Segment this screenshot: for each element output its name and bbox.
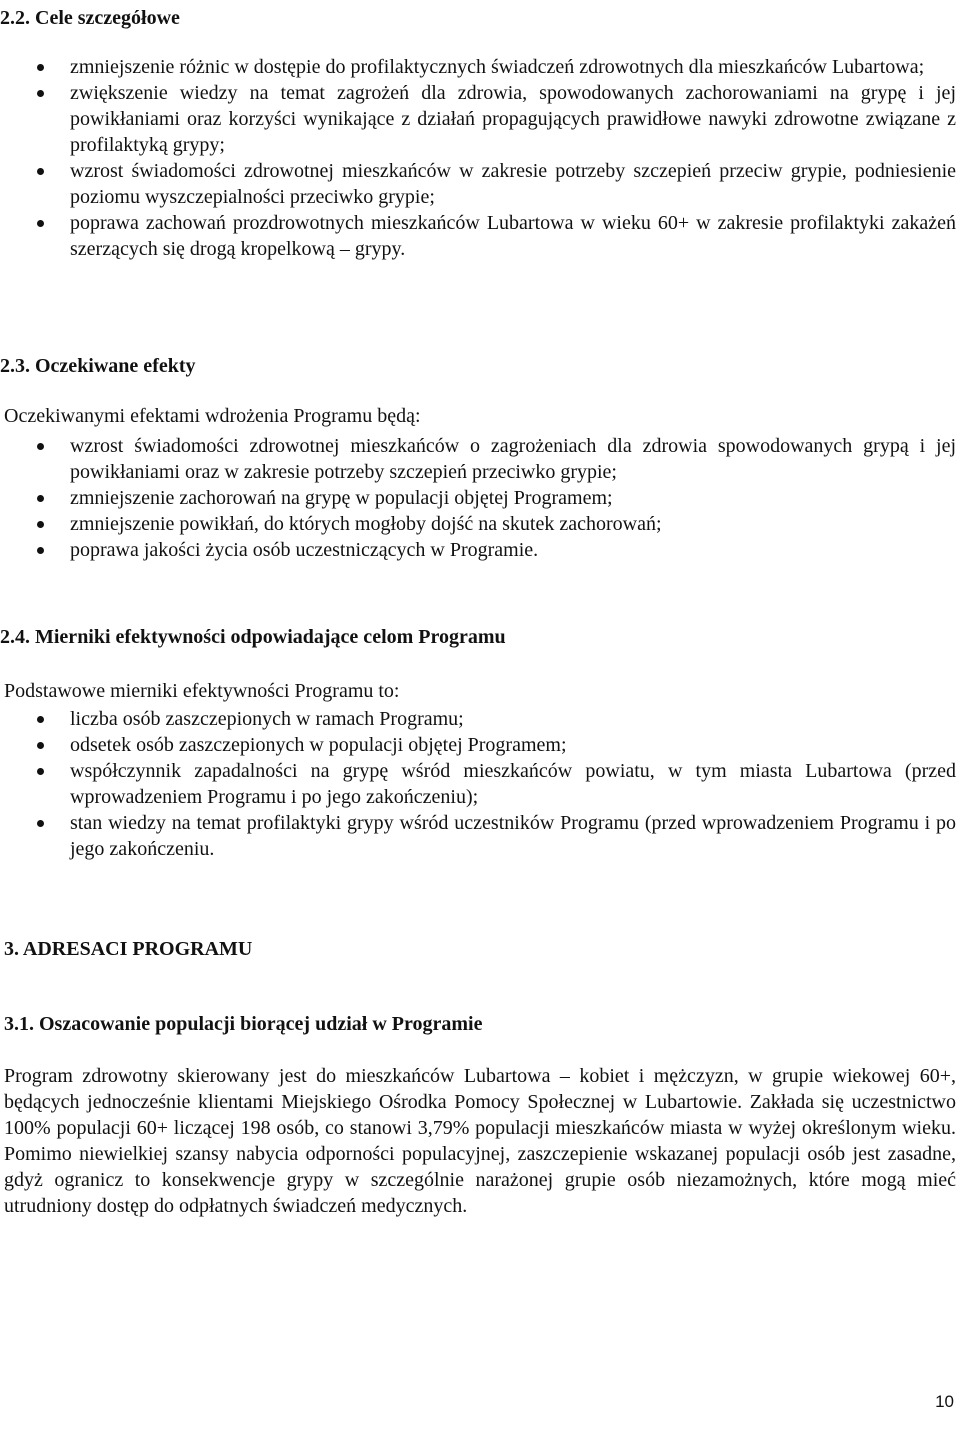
list-item: zmniejszenie powikłań, do których mogłoby dojść na skutek zachorowań; bbox=[0, 511, 960, 537]
bullet-icon bbox=[37, 742, 44, 749]
bullet-icon bbox=[37, 90, 44, 97]
list-item: stan wiedzy na temat profilaktyki grypy wśród uczestników Programu (przed wprowadzeniem Programu i po jego zakończeniu. bbox=[0, 810, 960, 862]
heading-2-4: 2.4. Mierniki efektywności odpowiadające celom Programu bbox=[0, 626, 506, 648]
intro-2-4: Podstawowe mierniki efektywności Programu to: bbox=[4, 680, 400, 702]
bullet-icon bbox=[37, 521, 44, 528]
bullet-icon bbox=[37, 495, 44, 502]
heading-2-3: 2.3. Oczekiwane efekty bbox=[0, 355, 196, 377]
list-item: zmniejszenie zachorowań na grypę w populacji objętej Programem; bbox=[0, 485, 960, 511]
list-item: liczba osób zaszczepionych w ramach Programu; bbox=[0, 706, 960, 732]
list-item: współczynnik zapadalności na grypę wśród mieszkańców powiatu, w tym miasta Lubartowa (przed wprowadzeniem Programu i po jego zakończeniu); bbox=[0, 758, 960, 810]
list-oczekiwane-efekty bbox=[0, 433, 960, 563]
list-item: zwiększenie wiedzy na temat zagrożeń dla zdrowia, spowodowanych zachorowaniami na grypę i jej powikłaniami oraz korzyści wynikające z działań propagujących prawidłowe nawyki zdrowotne związane z profilaktyką grypy; bbox=[0, 80, 960, 158]
list-mierniki bbox=[0, 706, 960, 862]
heading-2-2: 2.2. Cele szczegółowe bbox=[0, 7, 180, 29]
paragraph-3-1: Program zdrowotny skierowany jest do mieszkańców Lubartowa – kobiet i mężczyzn, w grupie wiekowej 60+, będących jednocześnie klientami Miejskiego Ośrodka Pomocy Społecznej w Lubartowie. Zakłada się uczestnictwo 100% populacji 60+ liczącej 198 osób, co stanowi 3,79% populacji mieszkańców miasta w wyżej określonym wieku. Pomimo niewielkiej szansy nabycia odporności populacyjnej, zaszczepienie wskazanej populacji osób jest zasadne, gdyż ogranicz to konsekwencje grypy w szczególnie narażonej grupie osób niezamożnych, które mogą mieć utrudniony dostęp do odpłatnych świadczeń medycznych. bbox=[4, 1065, 956, 1217]
list-item: wzrost świadomości zdrowotnej mieszkańców w zakresie potrzeby szczepień przeciw grypie, podniesienie poziomu wyszczepialności przeciwko grypie; bbox=[0, 158, 960, 210]
bullet-icon bbox=[37, 547, 44, 554]
bullet-icon bbox=[37, 443, 44, 450]
bullet-icon bbox=[37, 168, 44, 175]
intro-2-3: Oczekiwanymi efektami wdrożenia Programu będą: bbox=[4, 405, 421, 427]
heading-3-1: 3.1. Oszacowanie populacji biorącej udział w Programie bbox=[4, 1013, 483, 1035]
heading-3: 3. ADRESACI PROGRAMU bbox=[4, 938, 253, 960]
list-cele-szczegolowe bbox=[0, 54, 960, 262]
page-number: 10 bbox=[935, 1392, 954, 1411]
bullet-icon bbox=[37, 820, 44, 827]
bullet-icon bbox=[37, 768, 44, 775]
list-item: zmniejszenie różnic w dostępie do profilaktycznych świadczeń zdrowotnych dla mieszkańców Lubartowa; bbox=[0, 54, 960, 80]
list-item: odsetek osób zaszczepionych w populacji objętej Programem; bbox=[0, 732, 960, 758]
list-item: wzrost świadomości zdrowotnej mieszkańców o zagrożeniach dla zdrowia spowodowanych grypą i jej powikłaniami oraz w zakresie potrzeby szczepień przeciwko grypie; bbox=[0, 433, 960, 485]
bullet-icon bbox=[37, 64, 44, 71]
bullet-icon bbox=[37, 220, 44, 227]
list-item: poprawa zachowań prozdrowotnych mieszkańców Lubartowa w wieku 60+ w zakresie profilaktyki zakażeń szerzących się drogą kropelkową – grypy. bbox=[0, 210, 960, 262]
list-item: poprawa jakości życia osób uczestniczących w Programie. bbox=[0, 537, 960, 563]
bullet-icon bbox=[37, 716, 44, 723]
